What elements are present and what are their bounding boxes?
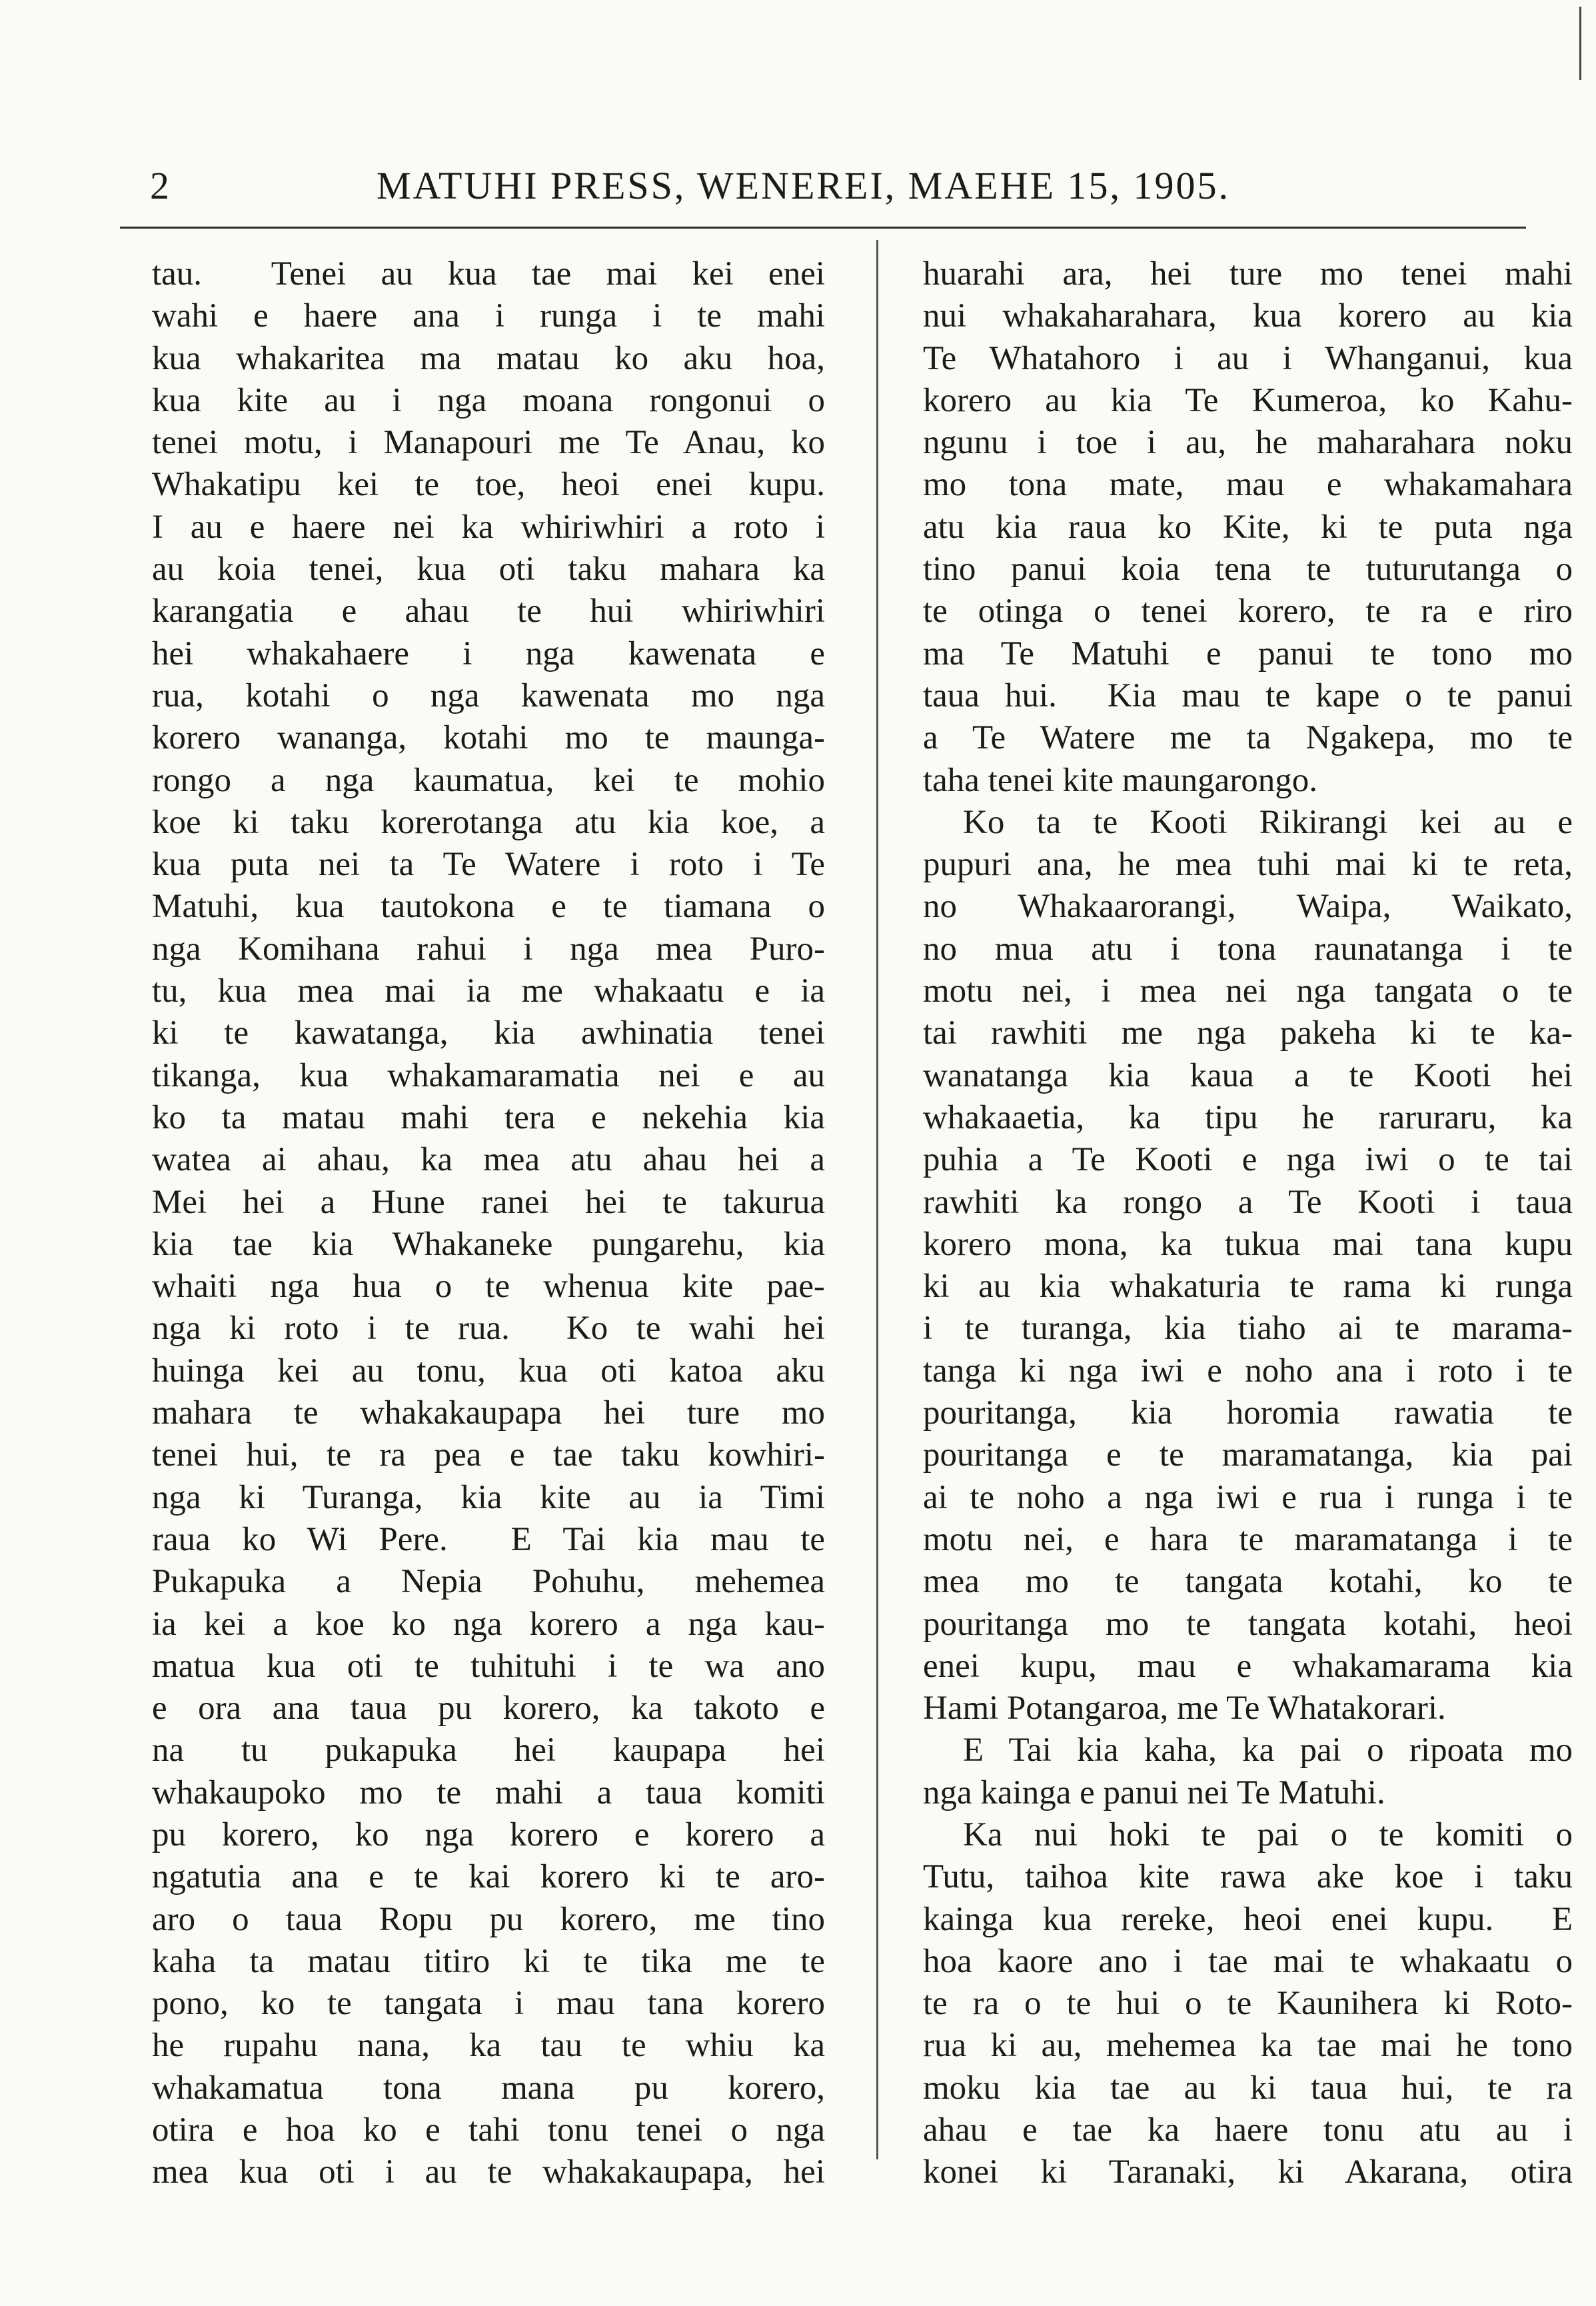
text-line: atu kia raua ko Kite, ki te puta nga (923, 508, 1573, 546)
text-line: nui whakaharahara, kua korero au kia (923, 297, 1573, 335)
text-line: enei kupu, mau e whakamarama kia (923, 1647, 1573, 1685)
text-line: konei ki Taranaki, ki Akarana, otira (923, 2153, 1573, 2191)
text-line: ngatutia ana e te kai korero ki te aro- (152, 1858, 825, 1896)
text-line: karangatia e ahau te hui whiriwhiri (152, 592, 825, 630)
right-column (923, 253, 1573, 2194)
text-line: au koia tenei, kua oti taku mahara ka (152, 551, 825, 588)
text-line: korero mona, ka tukua mai tana kupu (923, 1225, 1573, 1263)
text-line: watea ai ahau, ka mea atu ahau hei a (152, 1141, 825, 1179)
text-line: wanatanga kia kaua a te Kooti hei (923, 1056, 1573, 1094)
text-line: kainga kua rereke, heoi enei kupu. E (923, 1900, 1573, 1938)
text-line: rua ki au, mehemea ka tae mai he tono (923, 2027, 1573, 2065)
text-line: kua whakaritea ma matau ko aku hoa, (152, 339, 825, 377)
text-line: mea kua oti i au te whakakaupapa, hei (152, 2153, 825, 2191)
text-line: rawhiti ka rongo a Te Kooti i taua (923, 1183, 1573, 1221)
text-line: na tu pukapuka hei kaupapa hei (152, 1731, 825, 1769)
text-line: whaiti nga hua o te whenua kite pae- (152, 1268, 825, 1306)
margin-mark (1579, 7, 1581, 80)
text-line: ma Te Matuhi e panui te tono mo (923, 634, 1573, 672)
text-line: korero au kia Te Kumeroa, ko Kahu- (923, 381, 1573, 419)
text-line: hei whakahaere i nga kawenata e (152, 634, 825, 672)
text-line: pu korero, ko nga korero e korero a (152, 1815, 825, 1853)
text-line: Mei hei a Hune ranei hei te takurua (152, 1183, 825, 1221)
text-line: i te turanga, kia tiaho ai te marama- (923, 1310, 1573, 1348)
text-line: Hami Potangaroa, me Te Whatakorari. (923, 1690, 1446, 1728)
text-line: Ko ta te Kooti Rikirangi kei au e (963, 803, 1573, 841)
text-line: ngunu i toe i au, he maharahara noku (923, 424, 1573, 462)
text-line: tau. Tenei au kua tae mai kei enei (152, 255, 825, 293)
text-line: te ra o te hui o te Kaunihera ki Roto- (923, 1985, 1573, 2023)
text-line: otira e hoa ko e tahi tonu tenei o nga (152, 2111, 825, 2149)
text-line: ia kei a koe ko nga korero a nga kau- (152, 1605, 825, 1643)
text-line: e ora ana taua pu korero, ka takoto e (152, 1690, 825, 1728)
page-header (143, 157, 1476, 217)
text-line: kua puta nei ta Te Watere i roto i Te (152, 846, 825, 884)
text-line: ahau e tae ka haere tonu atu au i (923, 2111, 1573, 2149)
text-line: te otinga o tenei korero, te ra e riro (923, 592, 1573, 630)
text-line: motu nei, e hara te maramatanga i te (923, 1520, 1573, 1558)
text-line: ai te noho a nga iwi e rua i runga i te (923, 1478, 1573, 1516)
text-line: Matuhi, kua tautokona e te tiamana o (152, 888, 825, 926)
text-line: tino panui koia tena te tuturutanga o (923, 551, 1573, 588)
text-line: nga ki roto i te rua. Ko te wahi hei (152, 1310, 825, 1348)
text-line: ki te kawatanga, kia awhinatia tenei (152, 1014, 825, 1052)
text-line: whakaupoko mo te mahi a taua komiti (152, 1773, 825, 1811)
page-number: 2 (150, 164, 171, 207)
text-line: taua hui. Kia mau te kape o te panui (923, 676, 1573, 714)
text-line: tanga ki nga iwi e noho ana i roto i te (923, 1352, 1573, 1390)
text-line: korero wananga, kotahi mo te maunga- (152, 719, 825, 757)
text-line: nga Komihana rahui i nga mea Puro- (152, 930, 825, 968)
text-line: pouritanga e te maramatanga, kia pai (923, 1436, 1573, 1474)
text-line: aro o taua Ropu pu korero, me tino (152, 1900, 825, 1938)
text-line: rongo a nga kaumatua, kei te mohio (152, 761, 825, 799)
text-line: ko ta matau mahi tera e nekehia kia (152, 1098, 825, 1136)
text-line: matua kua oti te tuhituhi i te wa ano (152, 1647, 825, 1685)
text-line: ki au kia whakaturia te rama ki runga (923, 1268, 1573, 1306)
text-line: huarahi ara, hei ture mo tenei mahi (923, 255, 1573, 293)
text-line: rua, kotahi o nga kawenata mo nga (152, 676, 825, 714)
text-line: kia tae kia Whakaneke pungarehu, kia (152, 1225, 825, 1263)
text-line: koe ki taku korerotanga atu kia koe, a (152, 803, 825, 841)
text-line: raua ko Wi Pere. E Tai kia mau te (152, 1520, 825, 1558)
text-line: Whakatipu kei te toe, heoi enei kupu. (152, 466, 825, 504)
text-line: puhia a Te Kooti e nga iwi o te tai (923, 1141, 1573, 1179)
text-line: E Tai kia kaha, ka pai o ripoata mo (963, 1731, 1573, 1769)
left-column (152, 253, 825, 2194)
text-line: whakamatua tona mana pu korero, (152, 2069, 825, 2107)
text-line: motu nei, i mea nei nga tangata o te (923, 972, 1573, 1010)
text-line: mahara te whakakaupapa hei ture mo (152, 1394, 825, 1432)
text-line: kua kite au i nga moana rongonui o (152, 381, 825, 419)
text-line: moku kia tae au ki taua hui, te ra (923, 2069, 1573, 2107)
text-line: Ka nui hoki te pai o te komiti o (963, 1815, 1573, 1853)
text-line: pouritanga, kia horomia rawatia te (923, 1394, 1573, 1432)
text-line: taha tenei kite maungarongo. (923, 761, 1317, 799)
text-line: hoa kaore ano i tae mai te whakaatu o (923, 1942, 1573, 1980)
text-line: Tutu, taihoa kite rawa ake koe i taku (923, 1858, 1573, 1896)
text-line: pupuri ana, he mea tuhi mai ki te reta, (923, 846, 1573, 884)
running-head: MATUHI PRESS, WENEREI, MAEHE 15, 1905. (377, 164, 1230, 207)
text-line: tu, kua mea mai ia me whakaatu e ia (152, 972, 825, 1010)
column-divider (876, 240, 878, 2159)
text-line: pouritanga mo te tangata kotahi, heoi (923, 1605, 1573, 1643)
text-line: no Whakaarorangi, Waipa, Waikato, (923, 888, 1573, 926)
text-line: tenei hui, te ra pea e tae taku kowhiri- (152, 1436, 825, 1474)
text-line: he rupahu nana, ka tau te whiu ka (152, 2027, 825, 2065)
text-line: mo tona mate, mau e whakamahara (923, 466, 1573, 504)
text-line: tenei motu, i Manapouri me Te Anau, ko (152, 424, 825, 462)
text-line: nga ki Turanga, kia kite au ia Timi (152, 1478, 825, 1516)
text-line: mea mo te tangata kotahi, ko te (923, 1563, 1573, 1601)
text-line: Pukapuka a Nepia Pohuhu, mehemea (152, 1563, 825, 1601)
text-line: pono, ko te tangata i mau tana korero (152, 1985, 825, 2023)
header-rule (120, 227, 1526, 229)
text-line: tikanga, kua whakamaramatia nei e au (152, 1056, 825, 1094)
text-line: tai rawhiti me nga pakeha ki te ka- (923, 1014, 1573, 1052)
text-line: nga kainga e panui nei Te Matuhi. (923, 1773, 1385, 1811)
text-line: whakaaetia, ka tipu he raruraru, ka (923, 1098, 1573, 1136)
text-line: kaha ta matau titiro ki te tika me te (152, 1942, 825, 1980)
text-line: no mua atu i tona raunatanga i te (923, 930, 1573, 968)
text-line: huinga kei au tonu, kua oti katoa aku (152, 1352, 825, 1390)
text-line: I au e haere nei ka whiriwhiri a roto i (152, 508, 825, 546)
text-line: Te Whatahoro i au i Whanganui, kua (923, 339, 1573, 377)
text-line: wahi e haere ana i runga i te mahi (152, 297, 825, 335)
text-line: a Te Watere me ta Ngakepa, mo te (923, 719, 1573, 757)
